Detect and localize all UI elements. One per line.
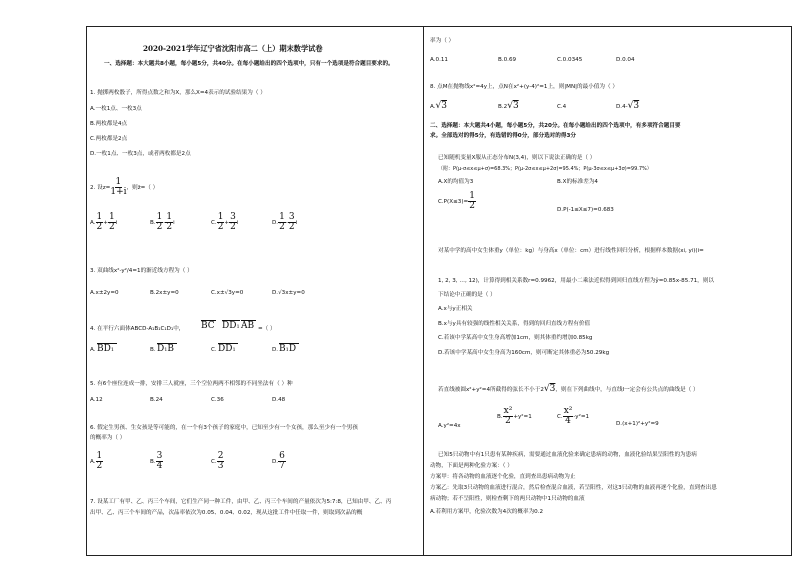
q11-option-d: D.(x+1)²+y²=9 <box>616 421 659 427</box>
q11-stem-b: ，则在下列曲线中，与直线l一定会有公共点的曲线是（ ） <box>555 387 699 393</box>
q10-option-d: D.若该中学某高中女生身高为160cm，则可断定其体重必为50.29kg <box>438 350 610 356</box>
q2-option-frac2-num: 3 <box>288 212 295 222</box>
q5-option-c: C.36 <box>211 397 224 403</box>
q6-option-c <box>211 452 224 471</box>
q8-option-d <box>616 101 639 112</box>
q2-frac-den: 1+i <box>110 187 127 197</box>
column-divider <box>423 26 424 556</box>
q8-option-c: C.4 <box>557 104 567 110</box>
q5-option-b: B.24 <box>150 397 163 403</box>
q11-c-label: C. <box>557 414 563 420</box>
section-two-heading: 二、选择题：本大题共4小题，每小题5分，共20分。在每小题给出的四个选项中，有多项符合题目要 <box>430 123 681 129</box>
q11-c-fraction <box>563 407 574 426</box>
q11-b-tail: +y²=1 <box>513 414 532 420</box>
q6-option-frac-den: 4 <box>156 461 163 471</box>
q2-option-label: C. <box>211 220 217 226</box>
q11-c-tail: -y²=1 <box>573 414 590 420</box>
q2-option-frac2-den: 2 <box>288 222 295 232</box>
q6-option-frac <box>96 452 104 471</box>
q3-option-d: D.√3x±y=0 <box>272 290 305 296</box>
q4-vector-dd1 <box>222 321 240 332</box>
q2-option-i: i <box>236 220 239 226</box>
q1-option-d: D.一枚1点、一枚3点，或者两枚都是2点 <box>90 151 191 157</box>
q4-option-a-label: A. <box>90 347 96 353</box>
q4-v2: DD <box>222 321 237 331</box>
q6-option-label: C. <box>211 459 217 465</box>
q9-c-fraction <box>468 192 476 211</box>
q2-option-frac2 <box>165 213 173 232</box>
q7-line2: 出甲、乙、丙三个车间的产品，次品率依次为0.05、0.04、0.02，现从这批工件中任取一件，则取到次品的概 <box>90 510 363 516</box>
q11-b-label: B. <box>497 414 503 420</box>
q6-option-frac-num: 2 <box>217 451 224 461</box>
q8-b-label: B.2 <box>498 104 508 110</box>
q2-option-frac2-num: 3 <box>230 212 236 222</box>
q2-option-b <box>150 213 175 232</box>
q8-d-val: 3 <box>633 101 640 111</box>
q10-line2-text: 1, 2, 3, …, 12)，计算得到相关系数r=0.9962，用最小二乘法近似得到回归直线方程为 <box>438 278 656 284</box>
q6-option-label: B. <box>150 459 156 465</box>
q4-vector-bc: BC <box>201 321 215 331</box>
q7-option-a: A.0.11 <box>430 57 448 63</box>
q1-option-c: C.两枚都是2点 <box>90 136 128 142</box>
q3-option-a: A.x±2y=0 <box>90 290 119 296</box>
q2-frac-num: 1 <box>115 177 122 187</box>
q7-line1: 7. 设某工厂有甲、乙、丙三个车间，它们生产同一种工件，由甲、乙、丙三个车间的产量依次为5:7:8，已知由甲、乙、丙 <box>90 499 392 505</box>
q4-d-sub: 1 <box>285 347 289 353</box>
q6-stem: 6. 假定生男孩、生女孩是等可能的，在一个有3个孩子的家庭中，已知至少有一个女孩，那么至少有一个男孩 <box>90 425 358 431</box>
q6-option-a <box>90 452 103 471</box>
q2-option-sign: - <box>163 220 166 226</box>
q4-c-text: DD <box>218 344 233 354</box>
q4-v2-sub: 1 <box>236 324 240 330</box>
q4-b-sub: 1 <box>164 347 168 353</box>
q2-option-frac2 <box>108 213 116 232</box>
q10-line2 <box>438 278 714 285</box>
q7-option-c: C.0.0345 <box>557 57 583 63</box>
q2-option-frac1-num: 1 <box>96 212 103 222</box>
q4-a-text: BD <box>97 344 111 354</box>
q8-d-label: D.4- <box>616 104 628 110</box>
q6-option-frac-den: 3 <box>217 461 224 471</box>
q7-option-b: B.0.69 <box>498 57 517 63</box>
section-one-heading: 一、选择题：本大题共8小题，每小题5分，共40分。在每小题给出的四个选项中，只有一个选项是符合题目要求的。 <box>104 61 394 67</box>
q8-option-a <box>430 101 447 112</box>
q2-option-a <box>90 213 117 232</box>
q2-option-frac2-den: 2 <box>230 222 236 232</box>
q9-option-d: D.P(-1≤X≤7)=0.683 <box>557 207 614 213</box>
q10-line1-text3: )(i= <box>693 248 704 254</box>
q4-stem: 4. 在平行六面体ABCD-A₁B₁C₁D₁中， <box>90 326 185 332</box>
q6-option-label: A. <box>90 459 96 465</box>
q3-option-c: C.x±√3y=0 <box>211 290 244 296</box>
q12-line1: 已知5只动物中有1只患有某种疾病，需要通过血液化验来确定患病的动物，血液化验结果呈阳性的为患病 <box>438 452 697 458</box>
q2-option-frac1-num: 1 <box>156 212 163 222</box>
q11-c-num: x² <box>563 406 573 416</box>
q4-c-sub: 1 <box>232 347 236 353</box>
q2-option-frac2-num: 1 <box>166 212 173 222</box>
q11-option-c <box>557 407 589 426</box>
q6-option-frac <box>278 452 286 471</box>
q2-option-label: D. <box>272 220 279 226</box>
q2-option-frac2 <box>285 212 296 232</box>
q9-c-num: 1 <box>469 191 475 201</box>
q6-stem-line2: 的概率为（ ） <box>90 435 126 441</box>
q11-stem <box>438 384 699 395</box>
q4-b-text2: B <box>167 344 175 354</box>
q4-vector-ab: AB <box>241 321 255 331</box>
q2-option-frac2-num: 1 <box>108 212 115 222</box>
q9-option-a: A.X的均值为3 <box>438 179 474 185</box>
q6-option-d <box>272 452 286 471</box>
q9-c-den: 2 <box>469 201 475 211</box>
q10-regression-eq: ŷ=0.85x-85.71，则以 <box>655 278 714 284</box>
q2-option-frac1-den: 2 <box>96 222 103 232</box>
q11-b-den: 2 <box>505 416 511 426</box>
q2-option-frac2 <box>229 213 237 232</box>
q2-option-d <box>272 213 297 232</box>
q6-option-frac-num: 1 <box>96 451 103 461</box>
q2-option-i: i <box>173 220 175 226</box>
q2-fraction <box>110 178 126 197</box>
q11-sqrt-val: 3 <box>549 384 556 394</box>
q10-line1-text2: , y <box>684 248 692 254</box>
q2-option-sign: + <box>224 220 230 226</box>
q2-option-c <box>211 213 238 232</box>
q12-option-a: A.若利用方案甲，化验次数为4次的概率为0.2 <box>430 509 544 515</box>
q4-stem-tail: =（ ） <box>258 326 276 332</box>
q6-option-frac <box>156 452 164 471</box>
q11-stem-a: 若直线被圆x²+y²=4所截得的弦长不小于2 <box>438 387 544 393</box>
q1-stem: 1. 抛掷两枚骰子，所得点数之和为X，那么X=4表示的试验结果为（ ） <box>90 90 266 96</box>
q6-option-frac-den: 7 <box>279 461 285 471</box>
q10-sub-i: i <box>683 248 685 254</box>
q4-option-a <box>97 344 114 355</box>
q2-stem-lead: 2. 设z= <box>90 185 111 191</box>
q3-stem: 3. 双曲线x²-y²/4=1的渐近线方程为（ ） <box>90 268 193 274</box>
q1-option-b: B.两枚都是4点 <box>90 121 128 127</box>
q10-line3: 下结论中正确的是（ ） <box>438 292 496 298</box>
q8-stem: 8. 点M在抛物线x²=4y上，点N在x²+(y-4)²=1上，则|MN|的最小值为（ ） <box>430 84 618 90</box>
q2-option-frac1-num: 1 <box>217 212 224 222</box>
q10-sub-i2: i <box>691 248 694 254</box>
q3-option-b: B.2x±y=0 <box>150 290 179 296</box>
q2-option-frac1-num: 1 <box>279 212 285 222</box>
q11-b-fraction <box>503 407 514 426</box>
q10-option-b: B.x与y具有较强的线性相关关系，得到的回归直线方程有价值 <box>438 321 591 327</box>
q2-option-frac1-den: 2 <box>279 222 285 232</box>
q10-option-a: A.x与y正相关 <box>438 306 473 312</box>
q2-option-frac1-den: 2 <box>217 222 224 232</box>
q5-option-d: D.48 <box>272 397 286 403</box>
q9-c-text: C.P(X≤3)= <box>438 199 469 205</box>
q8-a-sqrt: √3 <box>435 101 447 111</box>
q4-d-text: B <box>279 344 286 354</box>
q4-vector-arrow <box>97 343 117 344</box>
q4-option-b <box>157 344 174 355</box>
q6-option-label: D. <box>272 459 279 465</box>
q2-option-label: A. <box>90 220 96 226</box>
q2-option-frac1-den: 2 <box>156 222 163 232</box>
q4-d-text2: D <box>288 344 297 354</box>
q4-option-c-label: C. <box>211 347 217 353</box>
q10-line1-text: 对某中学的高中女生体重y（单位：kg）与身高x（单位：cm）进行线性回归分析，根据样本数据(x <box>438 248 684 254</box>
q6-option-frac-num: 3 <box>156 451 163 461</box>
q2-option-label: B. <box>150 220 156 226</box>
q2-stem <box>90 178 158 197</box>
q8-a-label: A. <box>430 104 436 110</box>
q9-note: （附：P(μ-σ≤x≤μ+σ)=68.3%；P(μ-2σ≤x≤μ+2σ)=95.4%；P(μ-3σ≤x≤μ+3σ)=99.7%） <box>438 166 652 172</box>
q2-option-frac2-den: 2 <box>108 222 115 232</box>
q4-vector-arrow <box>222 320 240 321</box>
q7-option-d: D.0.04 <box>616 57 635 63</box>
q4-option-d <box>279 344 296 355</box>
q8-d-sqrt: √3 <box>627 101 640 111</box>
section-two-heading-line2: 求。全部选对的得5分，有选错的得0分，部分选对的得3分 <box>430 133 576 139</box>
q4-vector-arrow <box>241 320 256 321</box>
q9-option-c <box>438 192 476 211</box>
q6-option-frac-num: 6 <box>279 451 285 461</box>
q12-line5: 病动物；若不呈阳性，则检查剩下的两只动物中1只动物的血液 <box>430 496 585 502</box>
q6-option-frac <box>217 452 225 471</box>
q4-b-text: D <box>157 344 165 354</box>
q4-vector-arrow <box>218 343 238 344</box>
q2-option-i: i <box>295 220 298 226</box>
q2-option-sign: - <box>285 220 288 226</box>
q11-sqrt: √3 <box>543 384 556 394</box>
q5-stem: 5. 有6个座位连成一排，安排三人就座，三个空位两两不相邻的不同坐法有（ ）种 <box>90 381 293 387</box>
q8-a-val: 3 <box>441 101 447 111</box>
q2-option-frac2-den: 2 <box>166 222 173 232</box>
q12-line4: 方案乙：先取3只动物的血液进行混合，然后检查混合血液，若呈阳性，对这3只动物的血液再逐个化验，直到查出患 <box>430 485 717 491</box>
q1-option-a: A.一枚1点、一枚3点 <box>90 106 142 112</box>
q2-option-sign: + <box>103 220 108 226</box>
q2-option-frac1 <box>278 213 286 232</box>
q5-option-a: A.12 <box>90 397 103 403</box>
q11-c-den: 4 <box>565 416 571 426</box>
q8-b-val: 3 <box>512 101 519 111</box>
q11-option-b <box>497 407 532 426</box>
q2-stem-tail: ，则z̄=（ ） <box>126 185 159 191</box>
exam-title: 2020-2021学年辽宁省沈阳市高二（上）期末数学试卷 <box>143 44 323 53</box>
q4-option-d-label: D. <box>272 347 279 353</box>
q10-option-c: C.若该中学某高中女生身高增加1cm，则其体重约增加0.85kg <box>438 335 593 341</box>
q4-vector-arrow <box>201 320 216 321</box>
q11-option-a: A.y²=4x <box>438 423 461 429</box>
q4-option-c <box>218 344 236 355</box>
q8-b-sqrt: √3 <box>507 101 519 111</box>
q8-option-b <box>498 101 519 112</box>
q4-option-b-label: B. <box>150 347 156 353</box>
q6-option-b <box>150 452 163 471</box>
q7-continued: 率为（ ） <box>430 38 455 44</box>
q12-line2: 动物，下面是两种化验方案：（ ） <box>430 463 513 469</box>
q2-option-i: i <box>115 220 118 226</box>
q10-line1 <box>438 248 704 255</box>
q4-a-sub: 1 <box>110 347 115 353</box>
q4-vector-arrow <box>157 343 177 344</box>
q4-vector-arrow <box>279 343 299 344</box>
q11-b-num: x² <box>503 406 513 416</box>
q9-option-b: B.X的标准差为4 <box>557 179 598 185</box>
q9-stem: 已知随机变量X服从正态分布N(3,4)，则以下说法正确的是（ ） <box>438 155 596 161</box>
q6-option-frac-den: 2 <box>96 461 103 471</box>
q12-line3: 方案甲：将各动物的血液逐个化验，直到查出患病动物为止 <box>430 474 576 480</box>
